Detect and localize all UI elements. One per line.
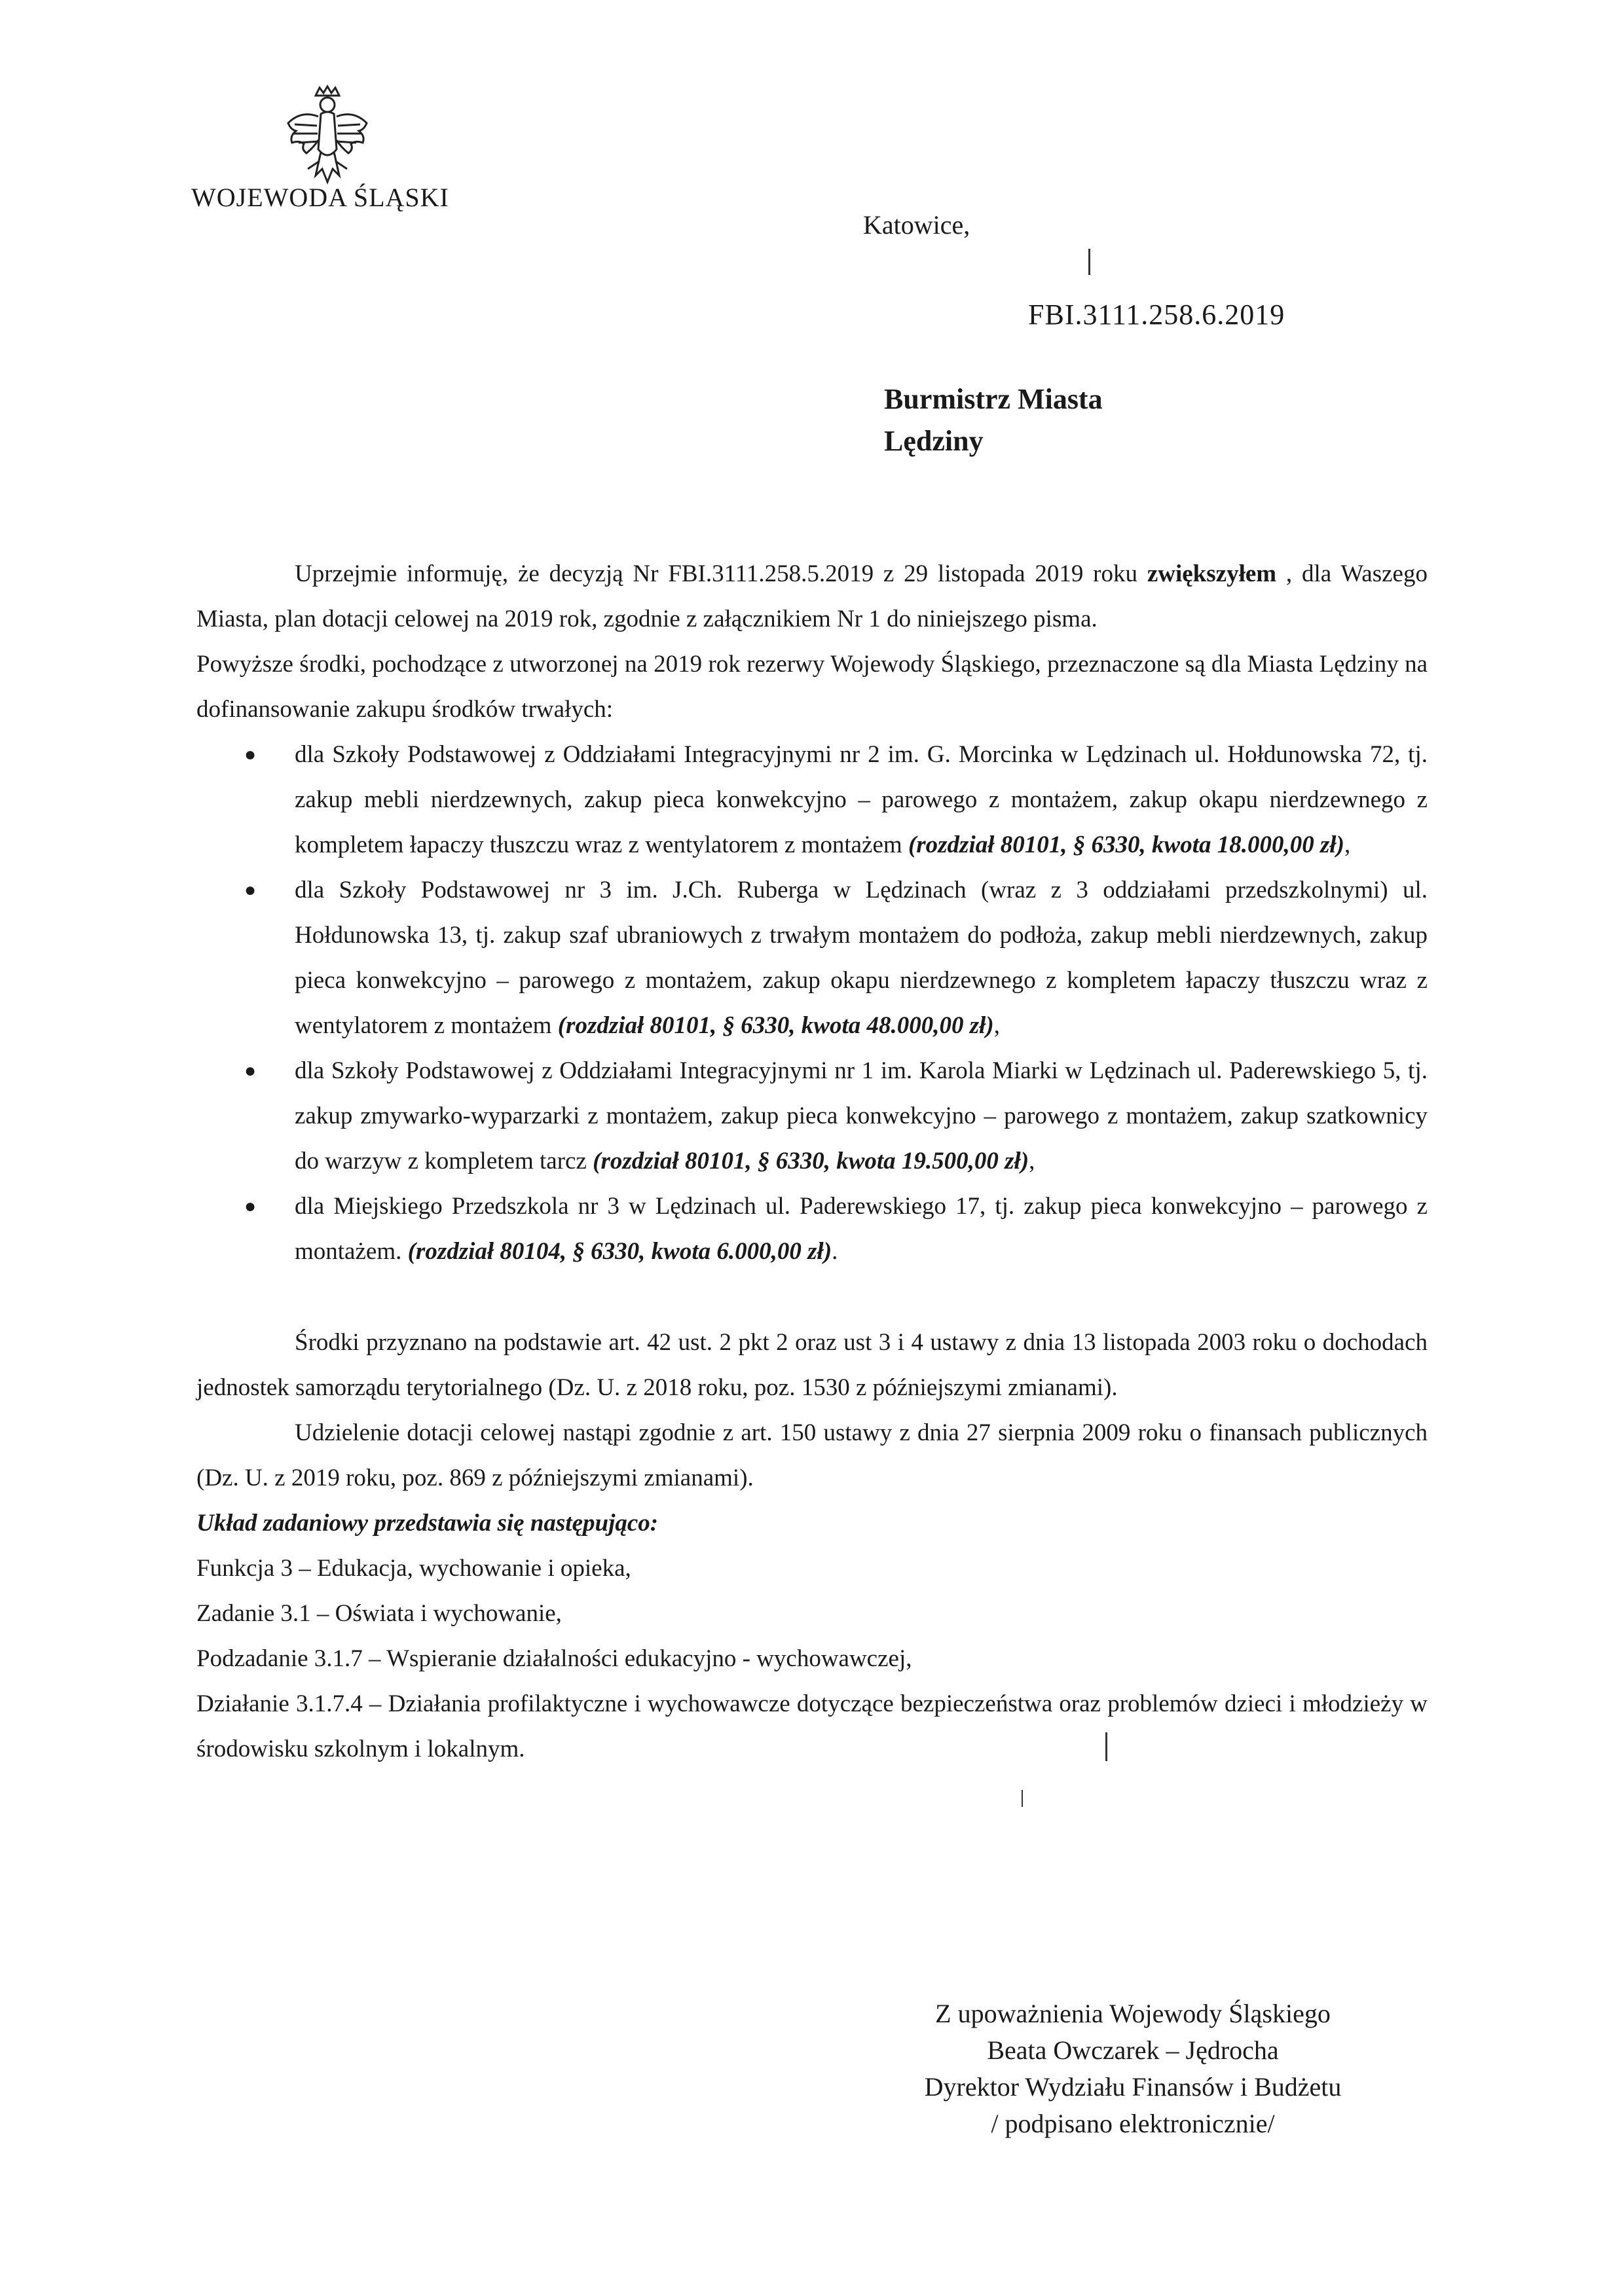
signature-block [805, 1995, 1460, 2142]
issuer-name: WOJEWODA ŚLĄSKI [191, 183, 449, 212]
signature-note: / podpisano elektronicznie/ [991, 2109, 1275, 2138]
bullet-icon: ● [244, 1195, 257, 1217]
intro-text: Uprzejmie informuję, że decyzją Nr FBI.3111.258.5.2019 z 29 listopada 2019 roku [295, 560, 1147, 587]
task-line-action: Działanie 3.1.7.4 – Działania profilaktyczne i wychowawcze dotyczące bezpieczeństwa oraz problemów dzieci i młodzieży w środowisku szkolnym i lokalnym. [196, 1690, 1428, 1762]
polish-eagle-emblem-icon [282, 84, 373, 189]
legal-grant-paragraph: Udzielenie dotacji celowej nastąpi zgodnie z art. 150 ustawy z dnia 27 sierpnia 2009 roku o finansach publicznych (Dz. U. z 2019 roku, poz. 869 z późniejszymi zmianami). [196, 1419, 1428, 1491]
intro-paragraph-1 [196, 551, 1428, 642]
recipient-line-1: Burmistrz Miasta [884, 383, 1103, 415]
task-structure-heading: Układ zadaniowy przedstawia się następująco: [196, 1510, 659, 1537]
place-and-date: Katowice, [863, 210, 970, 240]
signatory-name: Beata Owczarek – Jędrocha [987, 2035, 1279, 2065]
scan-mark [1088, 249, 1090, 275]
document-reference: FBI.3111.258.6.2019 [1028, 299, 1285, 331]
signature-authorization: Z upoważnienia Wojewody Śląskiego [935, 1999, 1331, 2028]
list-item: ● dla Miejskiego Przedszkola nr 3 w Lędzinach ul. Paderewskiego 17, tj. zakup pieca konwekcyjno – parowego z montażem. (rozdział 80104, § 6330, kwota 6.000,00 zł). [196, 1184, 1428, 1274]
letter-body [196, 551, 1428, 1772]
budget-citation: (rozdział 80101, § 6330, kwota 19.500,00 zł) [593, 1148, 1029, 1175]
task-line-subtask: Podzadanie 3.1.7 – Wspieranie działalności edukacyjno - wychowawczej, [196, 1645, 912, 1672]
scan-mark [1105, 1732, 1107, 1761]
legal-basis-paragraph: Środki przyznano na podstawie art. 42 ust. 2 pkt 2 oraz ust 3 i 4 ustawy z dnia 13 listopada 2003 roku o dochodach jednostek samorządu terytorialnego (Dz. U. z 2018 roku, poz. 1530 z późniejszymi zmianami). [196, 1329, 1428, 1401]
intro-text-cont: , dla Waszego Miasta, plan dotacji celowej na 2019 rok, zgodnie z załącznikiem Nr 1 do niniejszego pisma. [196, 560, 1428, 632]
budget-citation: (rozdział 80101, § 6330, kwota 48.000,00 zł) [557, 1012, 994, 1039]
bullet-icon: ● [244, 744, 257, 765]
recipient-line-2: Lędziny [884, 425, 984, 457]
budget-citation: (rozdział 80101, § 6330, kwota 18.000,00 zł) [908, 831, 1344, 858]
budget-citation: (rozdział 80104, § 6330, kwota 6.000,00 zł) [407, 1238, 832, 1265]
list-item: ● dla Szkoły Podstawowej nr 3 im. J.Ch. Ruberga w Lędzinach (wraz z 3 oddziałami przedszkolnymi) ul. Hołdunowska 13, tj. zakup szaf ubraniowych z trwałym montażem do podłoża, zakup mebli nierdzewnych, zakup pieca konwekcyjno – parowego z montażem, zakup okapu nierdzewnego z kompletem łapaczy tłuszczu wraz z wentylatorem z montażem (rozdział 80101, § 6330, kwota 48.000,00 zł), [196, 867, 1428, 1048]
task-line-function: Funkcja 3 – Edukacja, wychowanie i opieka, [196, 1555, 631, 1582]
bullet-icon: ● [244, 879, 257, 901]
recipient [884, 378, 1103, 462]
bullet-icon: ● [244, 1060, 257, 1082]
task-line-task: Zadanie 3.1 – Oświata i wychowanie, [196, 1600, 562, 1627]
intro-bold-verb: zwiększyłem [1147, 560, 1277, 587]
allocation-list [196, 732, 1428, 1274]
intro-paragraph-2: Powyższe środki, pochodzące z utworzonej na 2019 rok rezerwy Wojewody Śląskiego, przeznaczone są dla Miasta Lędziny na dofinansowanie zakupu środków trwałych: [196, 651, 1428, 723]
list-item: ● dla Szkoły Podstawowej z Oddziałami Integracyjnymi nr 2 im. G. Morcinka w Lędzinach ul. Hołdunowska 72, tj. zakup mebli nierdzewnych, zakup pieca konwekcyjno – parowego z montażem, zakup okapu nierdzewnego z kompletem łapaczy tłuszczu wraz z wentylatorem z montażem (rozdział 80101, § 6330, kwota 18.000,00 zł), [196, 732, 1428, 867]
signatory-title: Dyrektor Wydziału Finansów i Budżetu [924, 2072, 1342, 2102]
scan-mark [1022, 1790, 1023, 1807]
list-item: ● dla Szkoły Podstawowej z Oddziałami Integracyjnymi nr 1 im. Karola Miarki w Lędzinach ul. Paderewskiego 5, tj. zakup zmywarko-wyparzarki z montażem, zakup pieca konwekcyjno – parowego z montażem, zakup szatkownicy do warzyw z kompletem tarcz (rozdział 80101, § 6330, kwota 19.500,00 zł), [196, 1048, 1428, 1184]
